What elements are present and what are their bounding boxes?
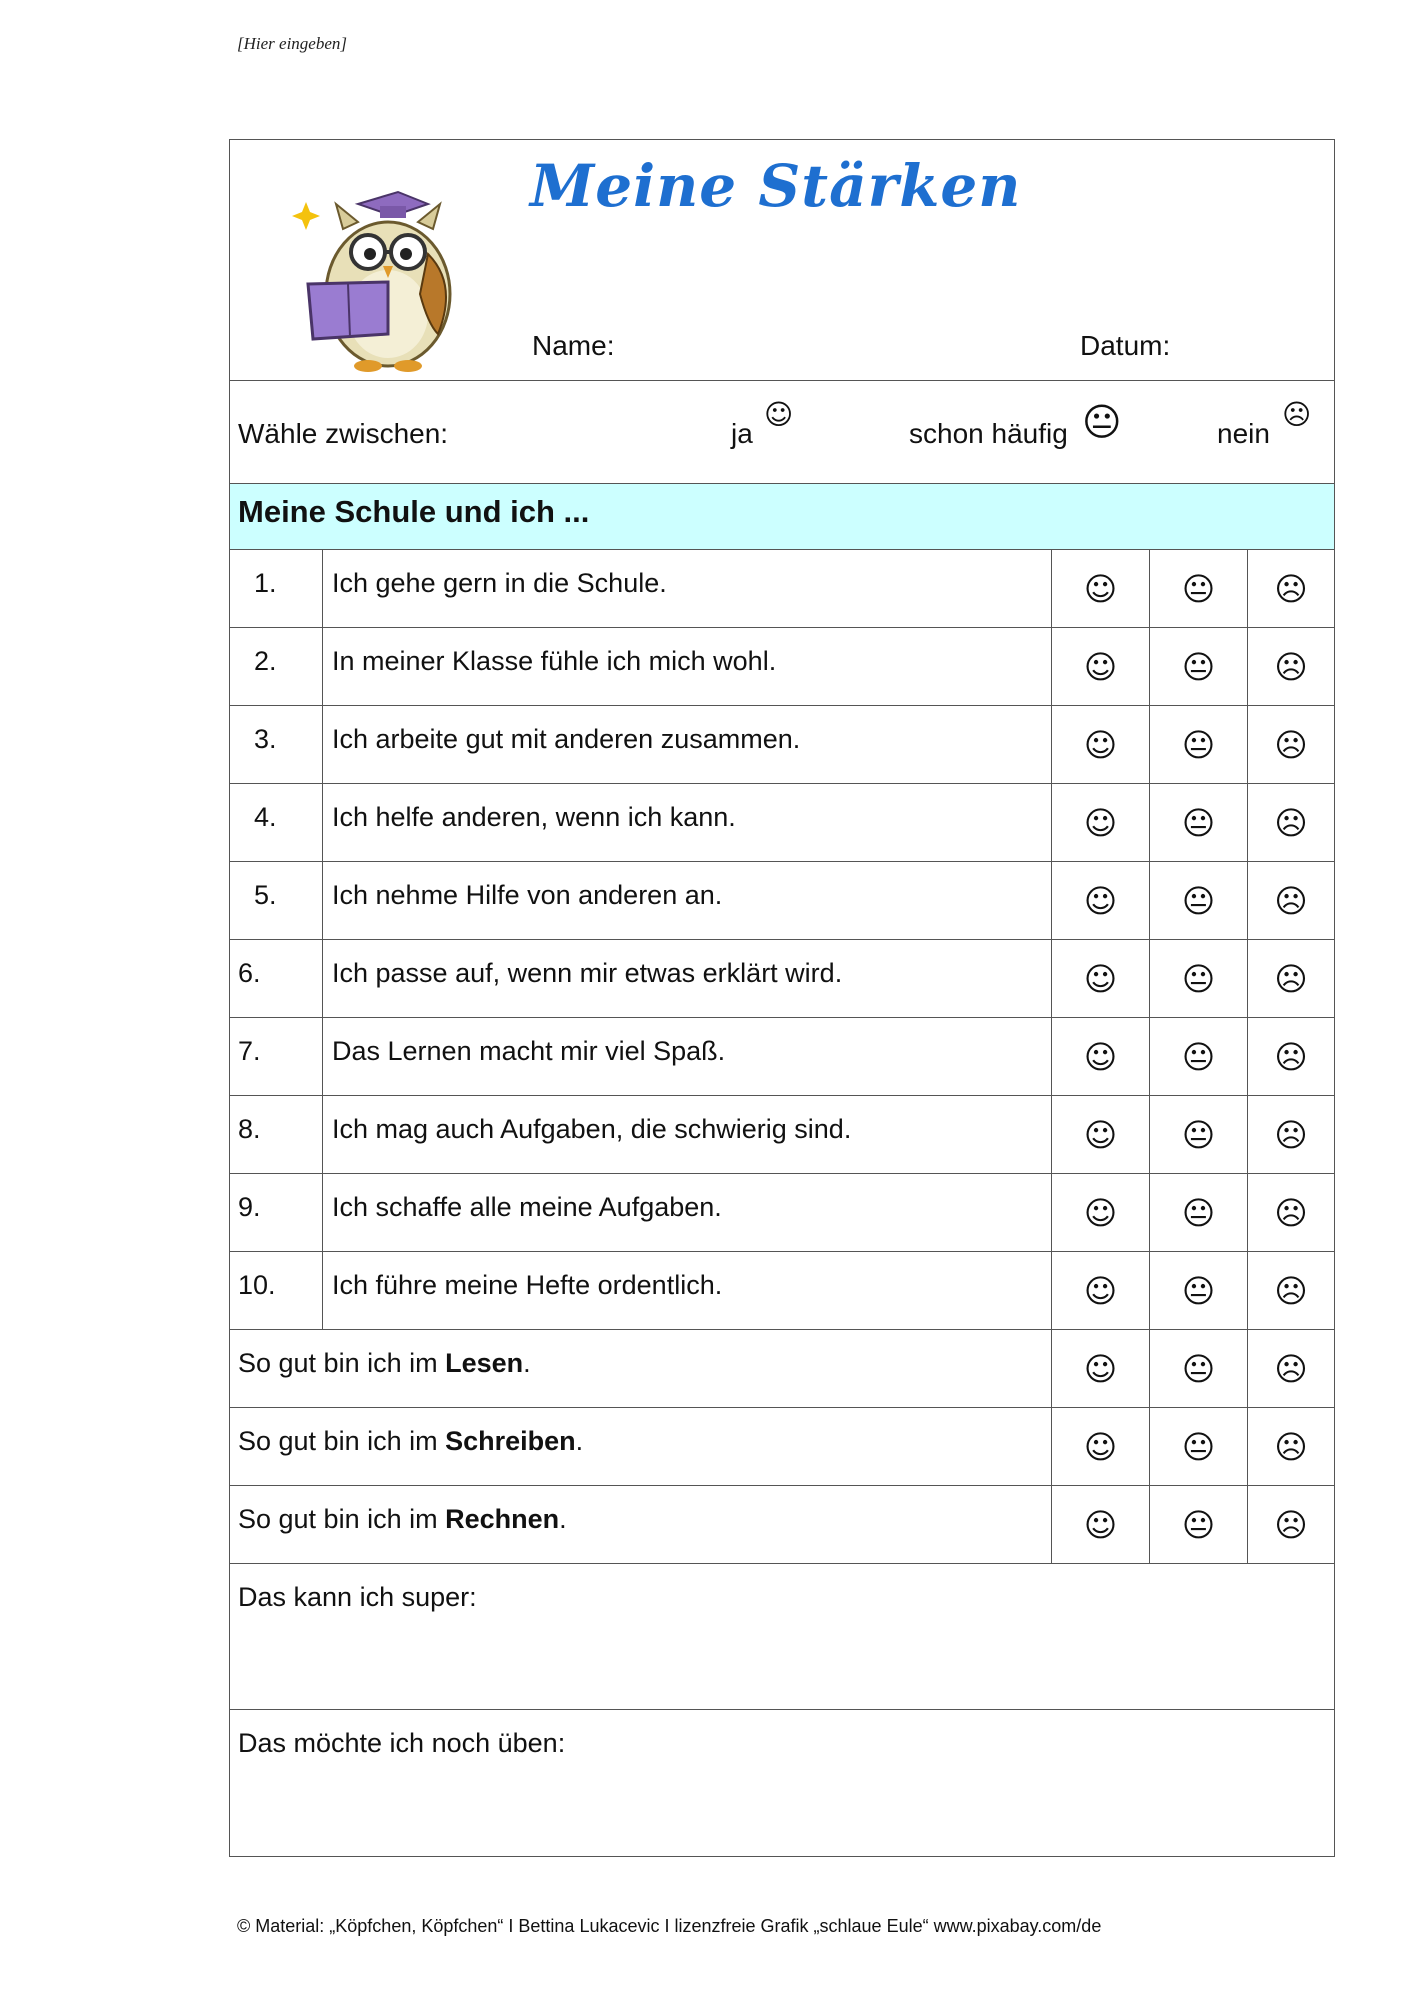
rating-yes-cell[interactable]: [1052, 1486, 1150, 1563]
question-number: 7.: [238, 1036, 261, 1066]
smiley-happy-icon: ☺: [764, 398, 794, 431]
smiley-sad-icon: ☹: [1274, 647, 1308, 686]
skill-suffix: .: [523, 1348, 531, 1378]
question-number: 5.: [254, 880, 277, 910]
rating-yes-cell[interactable]: [1052, 1408, 1150, 1485]
smiley-neutral-icon: 😐: [1181, 803, 1216, 842]
skill-text: [238, 1348, 531, 1379]
skill-subject: Schreiben: [445, 1426, 576, 1456]
skill-row: [230, 1408, 1334, 1486]
smiley-happy-icon: ☺: [1083, 725, 1118, 764]
question-row: [230, 628, 1334, 706]
smiley-sad-icon: ☹: [1282, 398, 1312, 431]
owl-icon: [288, 174, 468, 374]
rating-yes-cell[interactable]: [1052, 550, 1150, 627]
rating-no-cell[interactable]: [1248, 1408, 1334, 1485]
smiley-happy-icon: ☺: [1083, 569, 1118, 608]
question-row: [230, 1018, 1334, 1096]
smiley-sad-icon: ☹: [1274, 1505, 1308, 1544]
smiley-neutral-icon: 😐: [1181, 569, 1216, 608]
rating-no-cell[interactable]: [1248, 784, 1334, 861]
skill-row: [230, 1330, 1334, 1408]
skill-suffix: .: [575, 1426, 584, 1456]
title-block: [230, 140, 1334, 381]
rating-often-cell[interactable]: [1150, 1096, 1248, 1173]
smiley-happy-icon: ☺: [1083, 1349, 1118, 1388]
skill-subject: Lesen: [445, 1348, 524, 1378]
question-text: Ich mag auch Aufgaben, die schwierig sind.: [332, 1114, 852, 1144]
rating-yes-cell[interactable]: [1052, 1096, 1150, 1173]
smiley-neutral-icon: 😐: [1181, 647, 1216, 686]
rating-often-cell[interactable]: [1150, 706, 1248, 783]
rating-yes-cell[interactable]: [1052, 1018, 1150, 1095]
question-number: 4.: [254, 802, 277, 832]
rating-no-cell[interactable]: [1248, 1330, 1334, 1407]
rating-often-cell[interactable]: [1150, 550, 1248, 627]
smiley-neutral-icon: 😐: [1181, 881, 1216, 920]
smiley-neutral-icon: 😐: [1181, 1505, 1216, 1544]
question-number: 9.: [238, 1192, 261, 1222]
rating-yes-cell[interactable]: [1052, 784, 1150, 861]
question-row: [230, 1096, 1334, 1174]
page-title: Meine Stärken: [530, 152, 1022, 220]
skill-prefix: So gut bin ich im: [238, 1348, 446, 1378]
question-number: 2.: [254, 646, 277, 676]
rating-no-cell[interactable]: [1248, 1486, 1334, 1563]
skill-text: [238, 1426, 583, 1457]
rating-no-cell[interactable]: [1248, 628, 1334, 705]
question-row: [230, 1252, 1334, 1330]
section-header: [230, 484, 1334, 550]
super-label: Das kann ich super:: [238, 1582, 477, 1612]
rating-no-cell[interactable]: [1248, 1252, 1334, 1329]
smiley-sad-icon: ☹: [1274, 725, 1308, 764]
legend-no-label: nein: [1217, 418, 1270, 449]
rating-often-cell[interactable]: [1150, 862, 1248, 939]
practice-field[interactable]: [230, 1710, 1334, 1856]
question-text: Ich helfe anderen, wenn ich kann.: [332, 802, 736, 832]
question-number: 1.: [254, 568, 277, 598]
smiley-sad-icon: ☹: [1274, 1427, 1308, 1466]
smiley-sad-icon: ☹: [1274, 803, 1308, 842]
smiley-neutral-icon: 😐: [1181, 1037, 1216, 1076]
rating-no-cell[interactable]: [1248, 550, 1334, 627]
date-label: Datum:: [1080, 330, 1171, 361]
rating-yes-cell[interactable]: [1052, 706, 1150, 783]
rating-no-cell[interactable]: [1248, 862, 1334, 939]
smiley-happy-icon: ☺: [1083, 1115, 1118, 1154]
rating-often-cell[interactable]: [1150, 1174, 1248, 1251]
skill-subject: Rechnen: [445, 1504, 560, 1534]
smiley-sad-icon: ☹: [1274, 959, 1308, 998]
rating-no-cell[interactable]: [1248, 1096, 1334, 1173]
page-header: [Hier eingeben]: [237, 34, 348, 53]
smiley-happy-icon: ☺: [1083, 1193, 1118, 1232]
practice-label: Das möchte ich noch üben:: [238, 1728, 566, 1758]
legend-yes-label: ja: [731, 418, 753, 449]
rating-often-cell[interactable]: [1150, 628, 1248, 705]
smiley-neutral-icon: 😐: [1181, 1193, 1216, 1232]
smiley-neutral-icon: 😐: [1082, 400, 1122, 444]
question-number: 3.: [254, 724, 277, 754]
question-row: [230, 784, 1334, 862]
question-number: 10.: [238, 1270, 276, 1300]
smiley-neutral-icon: 😐: [1181, 959, 1216, 998]
rating-often-cell[interactable]: [1150, 1330, 1248, 1407]
smiley-neutral-icon: 😐: [1181, 1115, 1216, 1154]
rating-often-cell[interactable]: [1150, 1252, 1248, 1329]
question-text: Ich gehe gern in die Schule.: [332, 568, 667, 598]
super-field[interactable]: [230, 1564, 1334, 1710]
rating-yes-cell[interactable]: [1052, 940, 1150, 1017]
smiley-sad-icon: ☹: [1274, 881, 1308, 920]
rating-yes-cell[interactable]: [1052, 1252, 1150, 1329]
skill-row: [230, 1486, 1334, 1564]
question-text: Ich arbeite gut mit anderen zusammen.: [332, 724, 801, 754]
name-label: Name:: [532, 330, 615, 361]
question-row: [230, 550, 1334, 628]
question-number: 6.: [238, 958, 261, 988]
rating-no-cell[interactable]: [1248, 1174, 1334, 1251]
question-number: 8.: [238, 1114, 261, 1144]
question-text: In meiner Klasse fühle ich mich wohl.: [332, 646, 777, 676]
smiley-happy-icon: ☺: [1083, 1037, 1118, 1076]
smiley-neutral-icon: 😐: [1181, 725, 1216, 764]
question-text: Ich führe meine Hefte ordentlich.: [332, 1270, 723, 1300]
worksheet-table: [229, 139, 1335, 1857]
question-text: Ich schaffe alle meine Aufgaben.: [332, 1192, 722, 1222]
smiley-neutral-icon: 😐: [1181, 1271, 1216, 1310]
question-row: [230, 862, 1334, 940]
rating-often-cell[interactable]: [1150, 1018, 1248, 1095]
skill-prefix: So gut bin ich im: [238, 1504, 446, 1534]
copyright-footer: © Material: „Köpfchen, Köpfchen“ I Bettina Lukacevic I lizenzfreie Grafik „schlaue Eule“ www.pixabay.com/de: [237, 1916, 1102, 1936]
smiley-neutral-icon: 😐: [1181, 1427, 1216, 1466]
smiley-sad-icon: ☹: [1274, 1115, 1308, 1154]
rating-yes-cell[interactable]: [1052, 1174, 1150, 1251]
rating-often-cell[interactable]: [1150, 1486, 1248, 1563]
smiley-happy-icon: ☺: [1083, 1505, 1118, 1544]
smiley-happy-icon: ☺: [1083, 803, 1118, 842]
question-row: [230, 706, 1334, 784]
legend-intro: Wähle zwischen:: [238, 418, 449, 449]
legend-often-label: schon häufig: [909, 418, 1068, 449]
question-text: Ich nehme Hilfe von anderen an.: [332, 880, 723, 910]
rating-no-cell[interactable]: [1248, 940, 1334, 1017]
smiley-happy-icon: ☺: [1083, 881, 1118, 920]
rating-often-cell[interactable]: [1150, 940, 1248, 1017]
rating-no-cell[interactable]: [1248, 706, 1334, 783]
question-text: Ich passe auf, wenn mir etwas erklärt wird.: [332, 958, 843, 988]
smiley-happy-icon: ☺: [1083, 1427, 1118, 1466]
question-row: [230, 940, 1334, 1018]
skill-suffix: .: [559, 1504, 567, 1534]
skill-prefix: So gut bin ich im: [238, 1426, 446, 1456]
legend-row: [230, 381, 1334, 484]
smiley-neutral-icon: 😐: [1181, 1349, 1216, 1388]
smiley-happy-icon: ☺: [1083, 1271, 1118, 1310]
smiley-sad-icon: ☹: [1274, 1193, 1308, 1232]
smiley-happy-icon: ☺: [1083, 647, 1118, 686]
smiley-sad-icon: ☹: [1274, 1037, 1308, 1076]
smiley-sad-icon: ☹: [1274, 1271, 1308, 1310]
rating-yes-cell[interactable]: [1052, 628, 1150, 705]
question-row: [230, 1174, 1334, 1252]
smiley-sad-icon: ☹: [1274, 569, 1308, 608]
rating-often-cell[interactable]: [1150, 1408, 1248, 1485]
rating-often-cell[interactable]: [1150, 784, 1248, 861]
smiley-happy-icon: ☺: [1083, 959, 1118, 998]
smiley-sad-icon: ☹: [1274, 1349, 1308, 1388]
skill-text: [238, 1504, 567, 1535]
rating-yes-cell[interactable]: [1052, 1330, 1150, 1407]
section-title: Meine Schule und ich ...: [238, 494, 590, 529]
question-text: Das Lernen macht mir viel Spaß.: [332, 1036, 726, 1066]
rating-no-cell[interactable]: [1248, 1018, 1334, 1095]
rating-yes-cell[interactable]: [1052, 862, 1150, 939]
